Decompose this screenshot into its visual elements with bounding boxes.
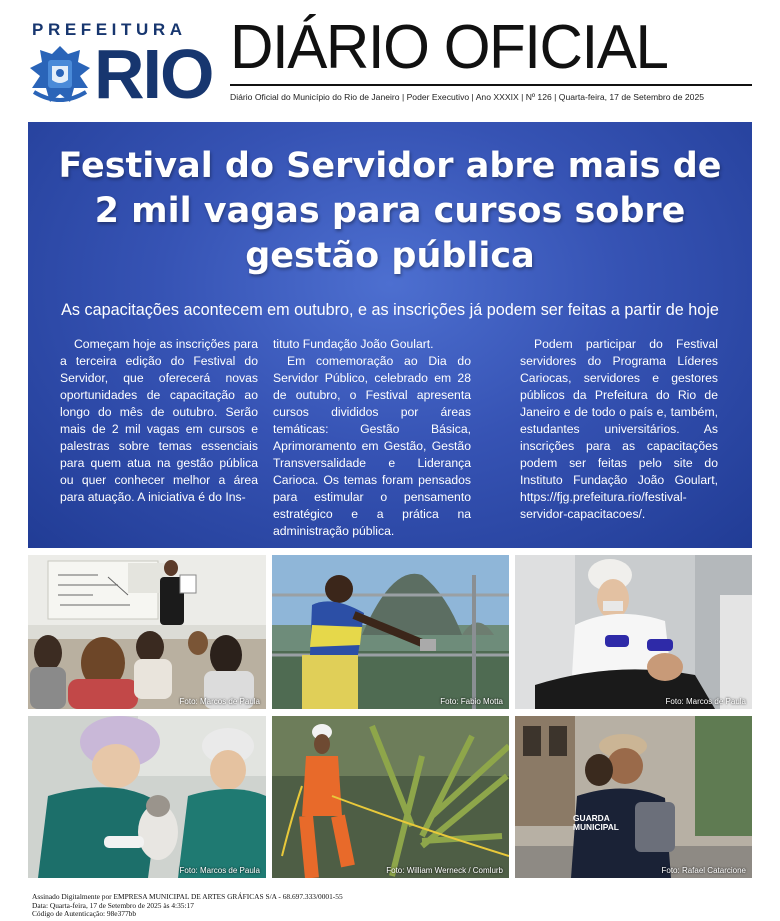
authentication-code: Código de Autenticação: 98e377bb	[32, 909, 137, 919]
veterinary-image	[28, 716, 266, 878]
article-paragraph-continued: tituto Fundação João Goulart.	[273, 337, 434, 351]
rio-coat-of-arms-icon	[28, 44, 92, 106]
guard-image	[515, 716, 752, 878]
newspaper-title: DIÁRIO OFICIAL	[230, 13, 668, 82]
article-column-1	[60, 336, 258, 506]
article-headline: Festival do Servidor abre mais de 2 mil vagas para cursos sobre gestão pública	[58, 146, 722, 276]
photo-municipal-guard	[515, 716, 752, 878]
photo-veterinary	[28, 716, 266, 878]
climber-image	[272, 716, 509, 878]
prefeitura-rio-logo	[28, 20, 220, 113]
article-panel	[28, 122, 752, 548]
digital-signature	[32, 893, 532, 919]
signature-line: Assinado Digitalmente por EMPRESA MUNICIPAL DE ARTES GRÁFICAS S/A - 68.697.333/0001-55	[32, 892, 343, 901]
classroom-image	[28, 555, 266, 709]
article-paragraph: Começam hoje as inscrições para a terceira edição do Festival do Servidor, que oferecerá novas oportunidades de capacitação ao longo do mês de outubro. Serão mais de 2 mil vagas em cursos e palestras sobre temas essenciais para quem atua na gestão pública ou quer conhecer melhor a área para atuação. A iniciativa é do Ins-	[60, 337, 258, 504]
article-paragraph: Podem participar do Festival servidores do Programa Líderes Cariocas, servidores e gestores públicos da Prefeitura do Rio de Janeiro e de todo o país e, também, estudantes universitários. As inscrições para as capacitações podem ser feitas pelo site do Instituto Fundação João Goulart, https://fjg.prefeitura.rio/festival-servidor-capacitacoes/.	[520, 337, 718, 521]
dentist-image	[515, 555, 752, 709]
photo-credit: Foto: Marcos de Paula	[179, 866, 260, 875]
guard-vest-text: GUARDA MUNICIPAL	[573, 813, 619, 832]
article-column-2	[273, 336, 471, 540]
photo-credit: Foto: Marcos de Paula	[665, 697, 746, 706]
photo-credit: Foto: Rafael Catarcione	[661, 866, 746, 875]
article-column-3	[520, 336, 718, 523]
worker-image	[272, 555, 509, 709]
logo-rio-text: RIO	[94, 35, 213, 113]
photo-dentist	[515, 555, 752, 709]
article-paragraph: Em comemoração ao Dia do Servidor Público, celebrado em 28 de outubro, o Festival apresenta cursos divididos por áreas temáticas: Gestão Básica, Aprimoramento em Gestão, Gestão Transversalidade e Liderança Carioca. Os temas foram pensados para estimular o pensamento estratégico e a prática na administração pública.	[273, 354, 471, 538]
photo-credit: Foto: William Werneck / Comlurb	[386, 866, 503, 875]
signature-date: Data: Quarta-feira, 17 de Setembro de 2025 às 4:35:17	[32, 900, 194, 910]
photo-worker-sugarloaf	[272, 555, 509, 709]
photo-classroom	[28, 555, 266, 709]
edition-info: Diário Oficial do Município do Rio de Janeiro | Poder Executivo | Ano XXXIX | Nº 126 | Quarta-feira, 17 de Setembro de 2025	[230, 92, 704, 102]
logo-prefeitura-text: PREFEITURA	[32, 20, 187, 39]
photo-credit: Foto: Fabio Motta	[440, 697, 503, 706]
article-deck: As capacitações acontecem em outubro, e as inscrições já podem ser feitas a partir de hoje	[61, 301, 719, 319]
title-divider	[230, 84, 752, 86]
photo-climber-comlurb	[272, 716, 509, 878]
photo-credit: Foto: Marcos de Paula	[179, 697, 260, 706]
